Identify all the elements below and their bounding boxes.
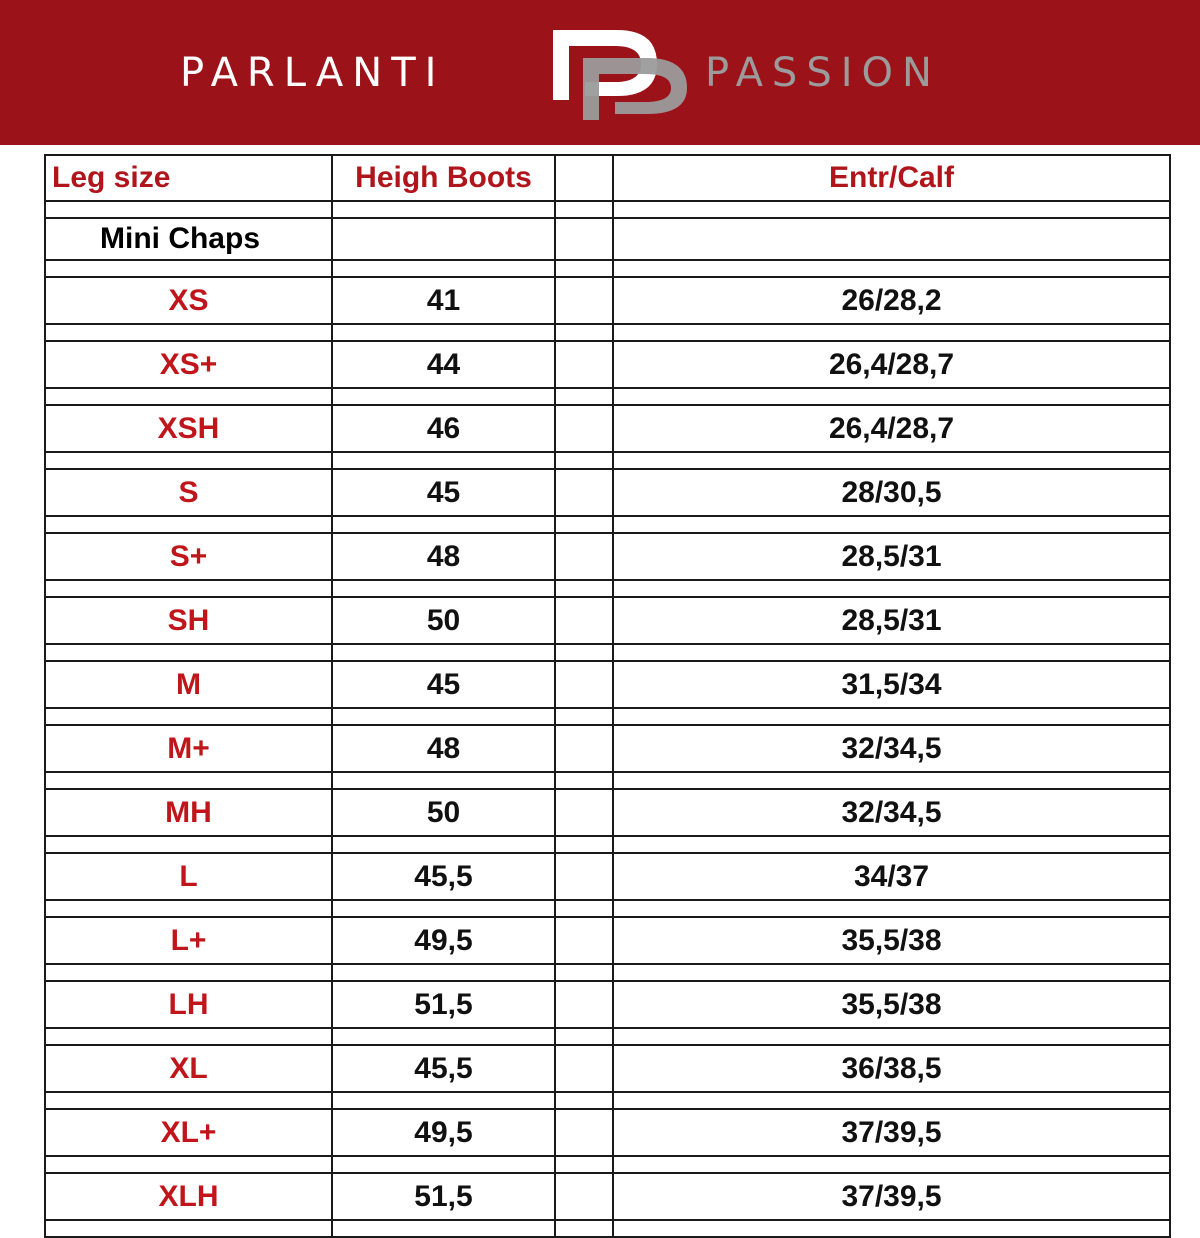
blank-cell [555,853,613,900]
calf-cell: 28/30,5 [613,469,1170,516]
header-blank [555,155,613,201]
spacer-row [45,324,1170,341]
blank-cell [555,661,613,708]
size-cell: LH [45,981,332,1028]
size-cell: XLH [45,1173,332,1220]
blank-cell [555,917,613,964]
calf-cell: 26,4/28,7 [613,341,1170,388]
height-cell: 46 [332,405,555,452]
size-cell: M+ [45,725,332,772]
table-row [45,277,1170,324]
height-cell: 45 [332,469,555,516]
height-cell: 51,5 [332,1173,555,1220]
spacer-row [45,900,1170,917]
table-row [45,1045,1170,1092]
header-entr-calf: Entr/Calf [613,155,1170,201]
spacer-row [45,1028,1170,1045]
size-cell: M [45,661,332,708]
table-row [45,1109,1170,1156]
blank-cell [555,405,613,452]
table-row [45,725,1170,772]
header-heigh-boots: Heigh Boots [332,155,555,201]
spacer-row [45,516,1170,533]
calf-cell: 36/38,5 [613,1045,1170,1092]
size-cell: XS+ [45,341,332,388]
blank-cell [555,789,613,836]
table-row [45,1173,1170,1220]
spacer-row [45,388,1170,405]
table-row [45,917,1170,964]
blank-cell [555,1173,613,1220]
blank-cell [555,981,613,1028]
table-row [45,533,1170,580]
calf-cell: 31,5/34 [613,661,1170,708]
height-cell: 50 [332,597,555,644]
height-cell: 50 [332,789,555,836]
table-row [45,661,1170,708]
size-cell: SH [45,597,332,644]
header-leg-size: Leg size [45,155,332,201]
height-cell: 48 [332,725,555,772]
spacer-row [45,1220,1170,1237]
spacer-row [45,260,1170,277]
size-cell: L+ [45,917,332,964]
size-cell: L [45,853,332,900]
table-row [45,341,1170,388]
blank-cell [555,597,613,644]
spacer-row [45,772,1170,789]
table-row [45,853,1170,900]
calf-cell: 26/28,2 [613,277,1170,324]
spacer-row [45,1092,1170,1109]
section-title: Mini Chaps [45,218,332,260]
size-cell: XL [45,1045,332,1092]
size-cell: XS [45,277,332,324]
brand-word-right: PASSION [705,50,941,96]
height-cell: 45,5 [332,853,555,900]
pp-monogram-icon [545,22,695,127]
table-row [45,981,1170,1028]
blank-cell [555,1109,613,1156]
size-cell: S+ [45,533,332,580]
blank-cell [555,277,613,324]
table-row [45,405,1170,452]
calf-cell: 32/34,5 [613,725,1170,772]
table-row [45,469,1170,516]
blank-cell [555,725,613,772]
calf-cell: 35,5/38 [613,981,1170,1028]
table-row [45,789,1170,836]
height-cell: 45 [332,661,555,708]
spacer-row [45,452,1170,469]
blank-cell [555,533,613,580]
brand-word-left: PARLANTI [180,50,446,96]
height-cell: 48 [332,533,555,580]
spacer-row [45,708,1170,725]
height-cell: 49,5 [332,1109,555,1156]
calf-cell: 26,4/28,7 [613,405,1170,452]
height-cell: 51,5 [332,981,555,1028]
spacer-row [45,836,1170,853]
section-row [45,218,1170,260]
height-cell: 45,5 [332,1045,555,1092]
spacer-row [45,644,1170,661]
calf-cell: 37/39,5 [613,1173,1170,1220]
size-cell: XL+ [45,1109,332,1156]
table-row [45,597,1170,644]
height-cell: 44 [332,341,555,388]
blank-cell [555,341,613,388]
header-banner [0,0,1200,145]
calf-cell: 34/37 [613,853,1170,900]
calf-cell: 35,5/38 [613,917,1170,964]
calf-cell: 32/34,5 [613,789,1170,836]
size-cell: XSH [45,405,332,452]
spacer-row [45,580,1170,597]
table-header-row [45,155,1170,201]
height-cell: 49,5 [332,917,555,964]
blank-cell [555,469,613,516]
calf-cell: 37/39,5 [613,1109,1170,1156]
spacer-row [45,201,1170,218]
blank-cell [555,1045,613,1092]
spacer-row [45,1156,1170,1173]
size-cell: S [45,469,332,516]
height-cell: 41 [332,277,555,324]
calf-cell: 28,5/31 [613,597,1170,644]
size-chart-table [44,154,1171,1238]
size-cell: MH [45,789,332,836]
spacer-row [45,964,1170,981]
brand-logo [0,0,1200,145]
calf-cell: 28,5/31 [613,533,1170,580]
